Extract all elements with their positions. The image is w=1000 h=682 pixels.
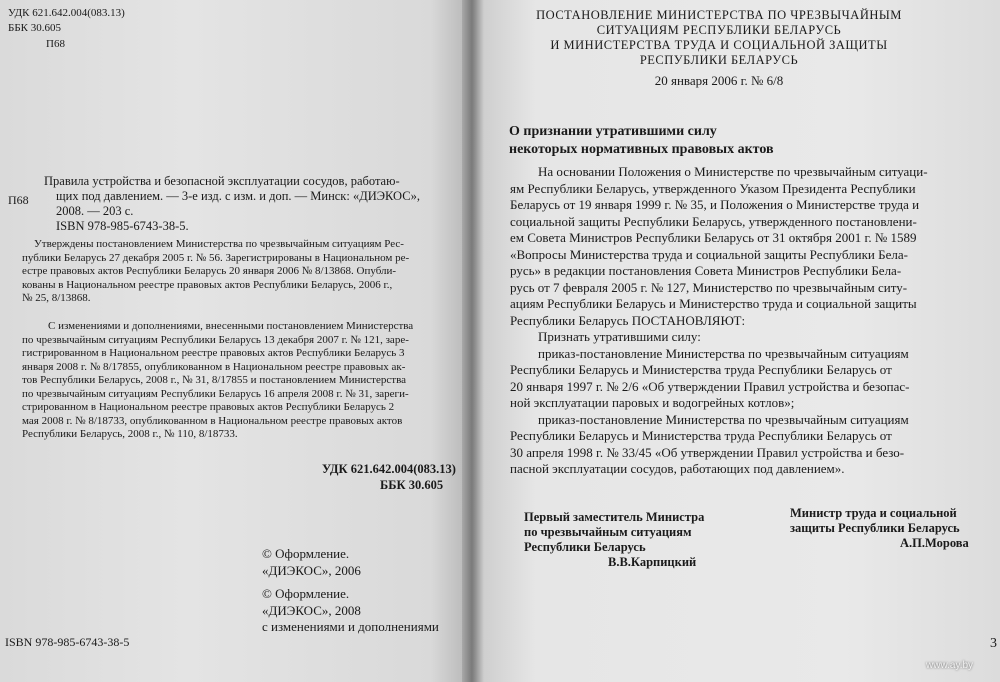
body-line: пасной эксплуатации сосудов, работающих под давлением». bbox=[510, 461, 845, 476]
author-mark-side: П68 bbox=[8, 193, 29, 207]
header-line: И МИНИСТЕРСТВА ТРУДА И СОЦИАЛЬНОЙ ЗАЩИТЫ bbox=[550, 38, 888, 52]
body-line: Беларусь от 19 января 1999 г. № 35, и Положения о Министерстве труда и bbox=[510, 197, 920, 212]
header-line: СИТУАЦИЯМ РЕСПУБЛИКИ БЕЛАРУСЬ bbox=[596, 23, 842, 37]
body-line: Республики Беларусь ПОСТАНОВЛЯЮТ: bbox=[510, 312, 746, 328]
amendment-line: стрированном в Национальном реестре правовых актов Республики Беларусь 2 bbox=[22, 401, 395, 413]
approval-line: Утверждены постановлением Министерства по чрезвычайным ситуациям Рес- bbox=[34, 238, 404, 250]
signature-line: защиты Республики Беларусь bbox=[790, 521, 960, 535]
site-watermark: www.ay.by bbox=[926, 660, 974, 671]
approval-line: естре правовых актов Республики Беларусь 20 января 2006 № 8/13868. Опубли- bbox=[22, 265, 397, 277]
body-line: 30 апреля 1998 г. № 33/45 «Об утверждении Правил устройства и безо- bbox=[510, 444, 905, 460]
amendment-line: января 2008 г. № 8/17855, опубликованном в Национальном реестре правовых ак- bbox=[22, 360, 406, 373]
title-line: О признании утратившими силу bbox=[509, 124, 717, 139]
signature-line: Республики Беларусь bbox=[524, 540, 646, 554]
copyright-line: © Оформление. bbox=[262, 586, 350, 601]
approval-line: кованы в Национальном реестре правовых актов Республики Беларусь, 2006 г., bbox=[22, 278, 393, 291]
bibliographic-record bbox=[44, 174, 454, 234]
bbk-code-top: ББК 30.605 bbox=[8, 22, 61, 34]
body-line: Признать утратившими силу: bbox=[538, 329, 701, 344]
body-line: «Вопросы Министерства труда и социальной защиты Республики Бела- bbox=[510, 246, 908, 262]
header-line: РЕСПУБЛИКИ БЕЛАРУСЬ bbox=[639, 53, 799, 67]
right-page bbox=[484, 0, 1000, 682]
approval-line: публики Беларусь 27 декабря 2005 г. № 56. Зарегистрированы в Национальном ре- bbox=[22, 251, 410, 264]
signature-line: Первый заместитель Министра bbox=[524, 510, 705, 524]
amendment-line: по чрезвычайным ситуациям Республики Беларусь 13 декабря 2007 г. № 121, заре- bbox=[22, 333, 409, 346]
body-line: приказ-постановление Министерства по чрезвычайным ситуациям bbox=[538, 345, 909, 361]
left-page bbox=[0, 0, 468, 682]
body-line: приказ-постановление Министерства по чрезвычайным ситуациям bbox=[538, 411, 909, 427]
body-line: русь от 7 февраля 2005 г. № 127, Министерство по чрезвычайным ситу- bbox=[510, 279, 908, 295]
copyright-2008 bbox=[262, 586, 439, 636]
amendment-line: гистрированном в Национальном реестре правовых актов Республики Беларусь 3 bbox=[22, 347, 405, 359]
signature-line: А.П.Морова bbox=[900, 536, 969, 550]
body-line: русь» в редакции постановления Совета Министров Республики Бела- bbox=[510, 263, 902, 278]
body-line: ной эксплуатации паровых и водогрейных котлов»; bbox=[510, 395, 795, 410]
amendment-line: С изменениями и дополнениями, внесенными постановлением Министерства bbox=[48, 320, 414, 332]
resolution-title bbox=[509, 123, 774, 159]
approval-line: № 25, 8/13868. bbox=[22, 292, 91, 304]
body-line: социальной защиты Республики Беларусь, утвержденного постановлени- bbox=[510, 213, 917, 229]
resolution-body bbox=[510, 164, 928, 478]
udk-code-top: УДК 621.642.004(083.13) bbox=[8, 7, 125, 19]
author-mark-top: П68 bbox=[46, 38, 65, 50]
body-line: ем Совета Министров Республики Беларусь от 31 октября 2001 г. № 1589 bbox=[510, 230, 917, 245]
body-line: ям Республики Беларусь, утвержденного Указом Президента Республики bbox=[510, 180, 916, 196]
bbk-code-bottom: ББК 30.605 bbox=[380, 478, 444, 492]
copyright-line: © Оформление. bbox=[262, 546, 350, 561]
page-number: 3 bbox=[990, 636, 997, 651]
amendment-line: по чрезвычайным ситуациям Республики Беларусь 16 апреля 2008 г. № 31, зареги- bbox=[22, 387, 409, 400]
header-line: ПОСТАНОВЛЕНИЕ МИНИСТЕРСТВА ПО ЧРЕЗВЫЧАЙНЫМ bbox=[536, 8, 902, 22]
signature-line: В.В.Карпицкий bbox=[608, 555, 697, 569]
bibliography-line: Правила устройства и безопасной эксплуатации сосудов, работаю- bbox=[44, 174, 400, 188]
amendment-line: мая 2008 г. № 8/18733, опубликованном в Национальном реестре правовых актов bbox=[22, 414, 403, 427]
resolution-date: 20 января 2006 г. № 6/8 bbox=[654, 73, 784, 88]
body-line: ациям Республики Беларусь и Министерство труда и социальной защиты bbox=[510, 296, 917, 311]
copyright-line: с изменениями и дополнениями bbox=[262, 619, 439, 634]
bibliography-line: ISBN 978-985-6743-38-5. bbox=[56, 219, 189, 233]
body-line: Республики Беларусь и Министерства труда Республики Беларусь от bbox=[510, 428, 892, 443]
title-line: некоторых нормативных правовых актов bbox=[509, 142, 774, 157]
copyright-line: «ДИЭКОС», 2006 bbox=[262, 562, 361, 578]
book-spine-gutter bbox=[462, 0, 484, 682]
approval-note bbox=[22, 238, 409, 306]
resolution-header bbox=[484, 8, 954, 68]
signature-line: по чрезвычайным ситуациям bbox=[524, 525, 692, 539]
bibliography-line: щих под давлением. — 3-е изд. с изм. и доп. — Минск: «ДИЭКОС», bbox=[56, 189, 420, 203]
udk-code-bottom: УДК 621.642.004(083.13) bbox=[322, 462, 456, 476]
copyright-2006 bbox=[262, 546, 361, 579]
body-line: Республики Беларусь и Министерства труда Республики Беларусь от bbox=[510, 362, 892, 377]
body-line: На основании Положения о Министерстве по чрезвычайным ситуаци- bbox=[538, 164, 928, 179]
signature-line: Министр труда и социальной bbox=[790, 506, 957, 520]
signature-deputy-minister bbox=[524, 510, 704, 570]
signature-labor-minister bbox=[790, 506, 969, 551]
amendments-note bbox=[22, 320, 413, 442]
bibliography-line: 2008. — 203 с. bbox=[56, 204, 134, 218]
isbn-bottom: ISBN 978-985-6743-38-5 bbox=[5, 635, 130, 649]
copyright-line: «ДИЭКОС», 2008 bbox=[262, 602, 361, 618]
amendment-line: Республики Беларусь, 2008 г., № 110, 8/18733. bbox=[22, 428, 238, 440]
amendment-line: тов Республики Беларусь, 2008 г., № 31, 8/17855 и постановлением Министерства bbox=[22, 374, 406, 386]
body-line: 20 января 1997 г. № 2/6 «Об утверждении Правил устройства и безопас- bbox=[510, 378, 910, 394]
